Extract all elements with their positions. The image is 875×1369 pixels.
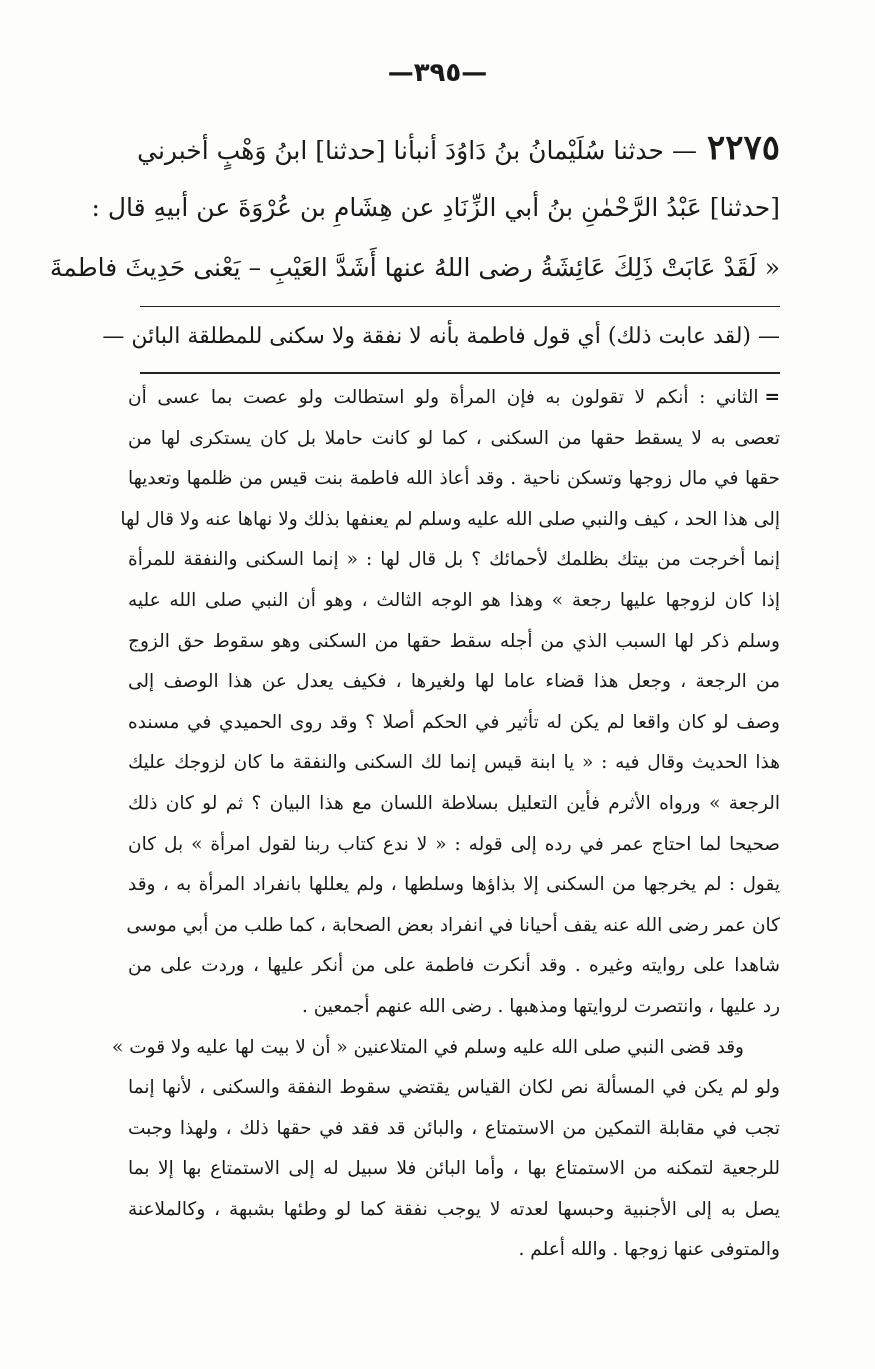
body-line: كان عمر رضى الله عنه يقف أحيانا في انفراد بعض الصحابة ، كما طلب من أبي موسى xyxy=(126,914,780,936)
body-line: الرجعة » ورواه الأثرم فأين التعليل بسلاطة اللسان مع هذا البيان ؟ ثم لو كان ذلك xyxy=(128,792,780,814)
body-text xyxy=(112,378,780,1271)
body-line: هذا الحديث وقال فيه : « يا ابنة قيس إنما لك السكنى والنفقة ما كان لزوجك عليك xyxy=(128,752,780,774)
page-number: —٣٩٥— xyxy=(387,58,488,88)
divider-bottom xyxy=(140,372,780,374)
body-line: والمتوفى عنها زوجها . والله أعلم . xyxy=(518,1239,780,1261)
continuation-marker: = xyxy=(764,387,780,408)
hadith-number: ٢٢٧٥ xyxy=(706,128,780,168)
body-line: إلى هذا الحد ، كيف والنبي صلى الله عليه وسلم لم يعنفها بذلك ولا نهاها عنه ولا قال لها xyxy=(120,508,780,530)
body-line: ولو لم يكن في المسألة نص لكان القياس يقتضي سقوط النفقة والسكنى ، لأنها إنما xyxy=(128,1077,780,1099)
body-line: تجب في مقابلة التمكين من الاستمتاع ، والبائن قد فقد في حقها ذلك ، ولهذا وجبت xyxy=(128,1117,780,1139)
body-line xyxy=(128,378,780,419)
body-line: وصف لو كان واقعا لم يكن له تأثير في الحكم أصلا ؟ وقد روى الحميدي في مسنده xyxy=(128,711,780,733)
body-line: وسلم ذكر لها السبب الذي من أجله سقط حقها من السكنى وهو سقوط حق الزوج xyxy=(128,630,780,652)
divider-top xyxy=(140,306,780,307)
body-line: حقها في مال زوجها وتسكن ناحية . وقد أعاذ الله فاطمة بنت قيس من ظلمها وتعديها xyxy=(128,468,780,490)
body-line: يصل به إلى الأجنبية وحبسها لعدته لا يوجب نفقة كما لو وطئها بشبهة ، وكالملاعنة xyxy=(128,1198,780,1220)
hadith-line: [حدثنا] عَبْدُ الرَّحْمٰنِ بنُ أبي الزِّنَادِ عن هِشَامِ بن عُرْوَةَ عن أبيهِ قال : xyxy=(91,193,780,222)
body-line: إذا كان لزوجها عليها رجعة » وهذا هو الوجه الثالث ، وهو أن النبي صلى الله عليه xyxy=(128,589,780,611)
body-line: تعصى به لا يسقط حقها من السكنى ، كما لو كانت حاملا بل كان يستكرى لها من xyxy=(128,427,780,449)
body-line-text: الثاني : أنكم لا تقولون به فإن المرأة ولو استطالت ولو عصت بما عسى أن xyxy=(128,387,759,408)
body-line: إنما أخرجت من بيتك بظلمك لأحمائك ؟ بل قال لها : « إنما السكنى والنفقة للمرأة xyxy=(128,549,780,571)
hadith-line: « لَقَدْ عَابَتْ ذَلِكَ عَائِشَةُ رضى اللهُ عنها أَشَدَّ العَيْبِ – يَعْنى حَدِيثَ فاطمةَ xyxy=(49,253,780,282)
body-line: وقد قضى النبي صلى الله عليه وسلم في المتلاعنين « أن لا بيت لها عليه ولا قوت » xyxy=(112,1036,744,1058)
hadith-block xyxy=(49,118,780,298)
hadith-line-text: — حدثنا سُلَيْمانُ بنُ دَاوُدَ أنبأنا [حدثنا] ابنُ وَهْبٍ أخبرني xyxy=(137,136,697,165)
body-line: شاهدا على روايته وغيره . وقد أنكرت فاطمة على من أنكر عليها ، وردت على من xyxy=(128,955,780,977)
body-line: للرجعية لتمكنه من الاستمتاع بها ، وأما البائن فلا سبيل له إلى الاستمتاع بها إلا بما xyxy=(128,1158,780,1180)
body-line: يقول : لم يخرجها من السكنى إلا بذاؤها وسلطها ، ولم يعللها بانفراد المرأة به ، وقد xyxy=(128,874,780,896)
body-line: صحيحا لما احتاج عمر في رده إلى قوله : « لا ندع كتاب ربنا لقول امرأة » بل كان xyxy=(128,833,780,855)
hadith-line xyxy=(137,118,780,178)
body-line: من الرجعة ، وجعل هذا قضاء عاما لها ولغيرها ، فكيف يعدل عن هذا الوصف إلى xyxy=(128,671,780,693)
commentary-line: — (لقد عابت ذلك) أي قول فاطمة بأنه لا نفقة ولا سكنى للمطلقة البائن — xyxy=(102,324,780,349)
body-line: رد عليها ، وانتصرت لروايتها ومذهبها . رضى الله عنهم أجمعين . xyxy=(301,995,780,1017)
